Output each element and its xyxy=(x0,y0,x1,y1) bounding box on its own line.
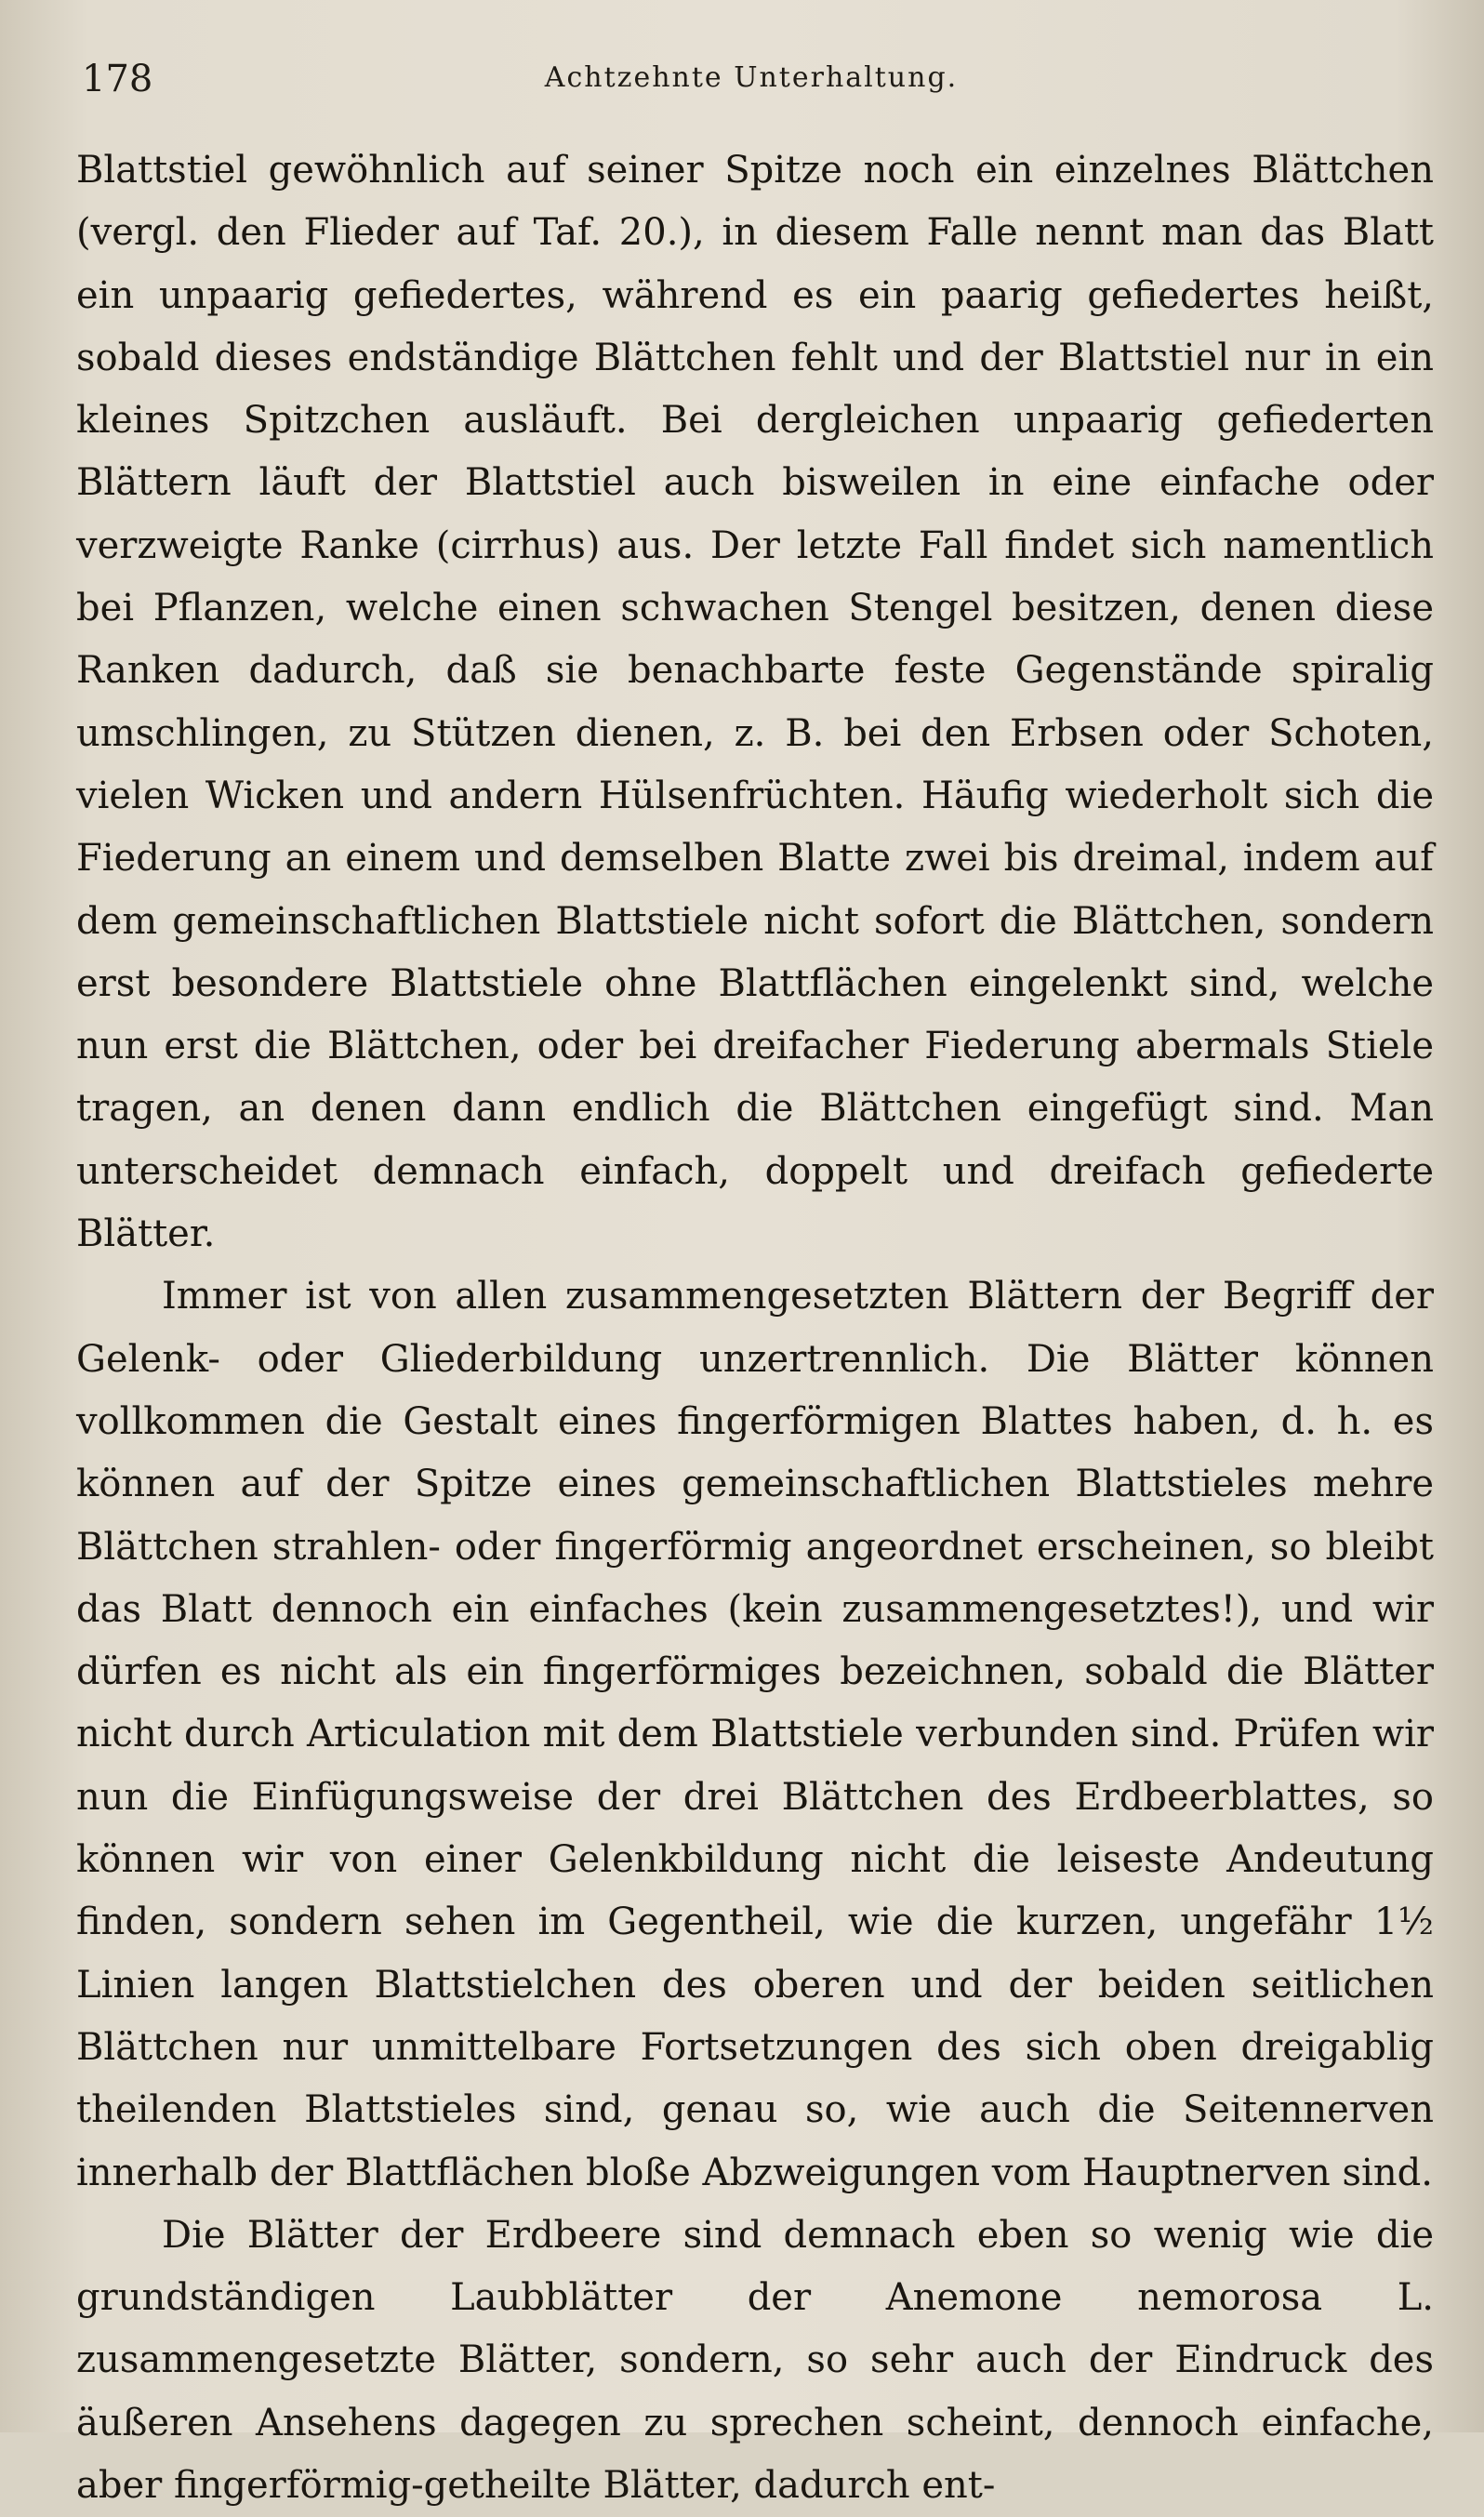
paragraph-1: Blattstiel gewöhnlich auf seiner Spitze noch ein einzelnes Blättchen (vergl. den Flieder auf Taf. 20.), in diesem Falle nennt man das Blatt ein unpaarig gefiedertes, während es ein paarig gefiedertes heißt, sobald dieses endständige Blättchen fehlt und der Blattstiel nur in ein kleines Spitzchen ausläuft. Bei dergleichen unpaarig gefiederten Blättern läuft der Blattstiel auch bisweilen in eine einfache oder verzweigte Ranke (cirrhus) aus. Der letzte Fall findet sich namentlich bei Pflanzen, welche einen schwachen Stengel besitzen, denen diese Ranken dadurch, daß sie benachbarte feste Gegenstände spiralig umschlingen, zu Stützen dienen, z. B. bei den Erbsen oder Schoten, vielen Wicken und andern Hülsenfrüchten. Häufig wiederholt sich die Fiederung an einem und demselben Blatte zwei bis dreimal, indem auf dem gemeinschaftlichen Blattstiele nicht sofort die Blättchen, sondern erst besondere Blattstiele ohne Blattflächen eingelenkt sind, welche nun erst die Blättchen, oder bei dreifacher Fiederung abermals Stiele tragen, an denen dann endlich die Blättchen eingefügt sind. Man unterscheidet demnach einfach, doppelt und dreifach gefiederte Blätter. xyxy=(76,149,1434,1256)
body-text xyxy=(76,139,1434,2517)
paragraph-3: Die Blätter der Erdbeere sind demnach eben so wenig wie die grundständigen Laubblätter der Anemone nemorosa L. zusammengesetzte Blätter, sondern, so sehr auch der Eindruck des äußeren Ansehens dagegen zu sprechen scheint, dennoch einfache, aber fingerförmig-getheilte Blätter, dadurch ent- xyxy=(76,2213,1434,2507)
page-number: 178 xyxy=(82,58,153,100)
running-head: Achtzehnte Unterhaltung. xyxy=(544,61,959,94)
page-header xyxy=(82,58,1421,113)
paragraph-2: Immer ist von allen zusammengesetzten Blättern der Begriff der Gelenk- oder Gliederbildung unzertrennlich. Die Blätter können vollkommen die Gestalt eines fingerförmigen Blattes haben, d. h. es können auf der Spitze eines gemeinschaftlichen Blattstieles mehre Blättchen strahlen- oder fingerförmig angeordnet erscheinen, so bleibt das Blatt dennoch ein einfaches (kein zusammengesetztes!), und wir dürfen es nicht als ein fingerförmiges bezeichnen, sobald die Blätter nicht durch Articulation mit dem Blattstiele verbunden sind. Prüfen wir nun die Einfügungsweise der drei Blättchen des Erdbeerblattes, so können wir von einer Gelenkbildung nicht die leiseste Andeutung finden, sondern sehen im Gegentheil, wie die kurzen, ungefähr 1½ Linien langen Blattstielchen des oberen und der beiden seitlichen Blättchen nur unmittelbare Fortsetzungen des sich oben dreigablig theilenden Blattstieles sind, genau so, wie auch die Seitennerven innerhalb der Blattflächen bloße Abzweigungen vom Hauptnerven sind. xyxy=(76,1275,1434,2194)
